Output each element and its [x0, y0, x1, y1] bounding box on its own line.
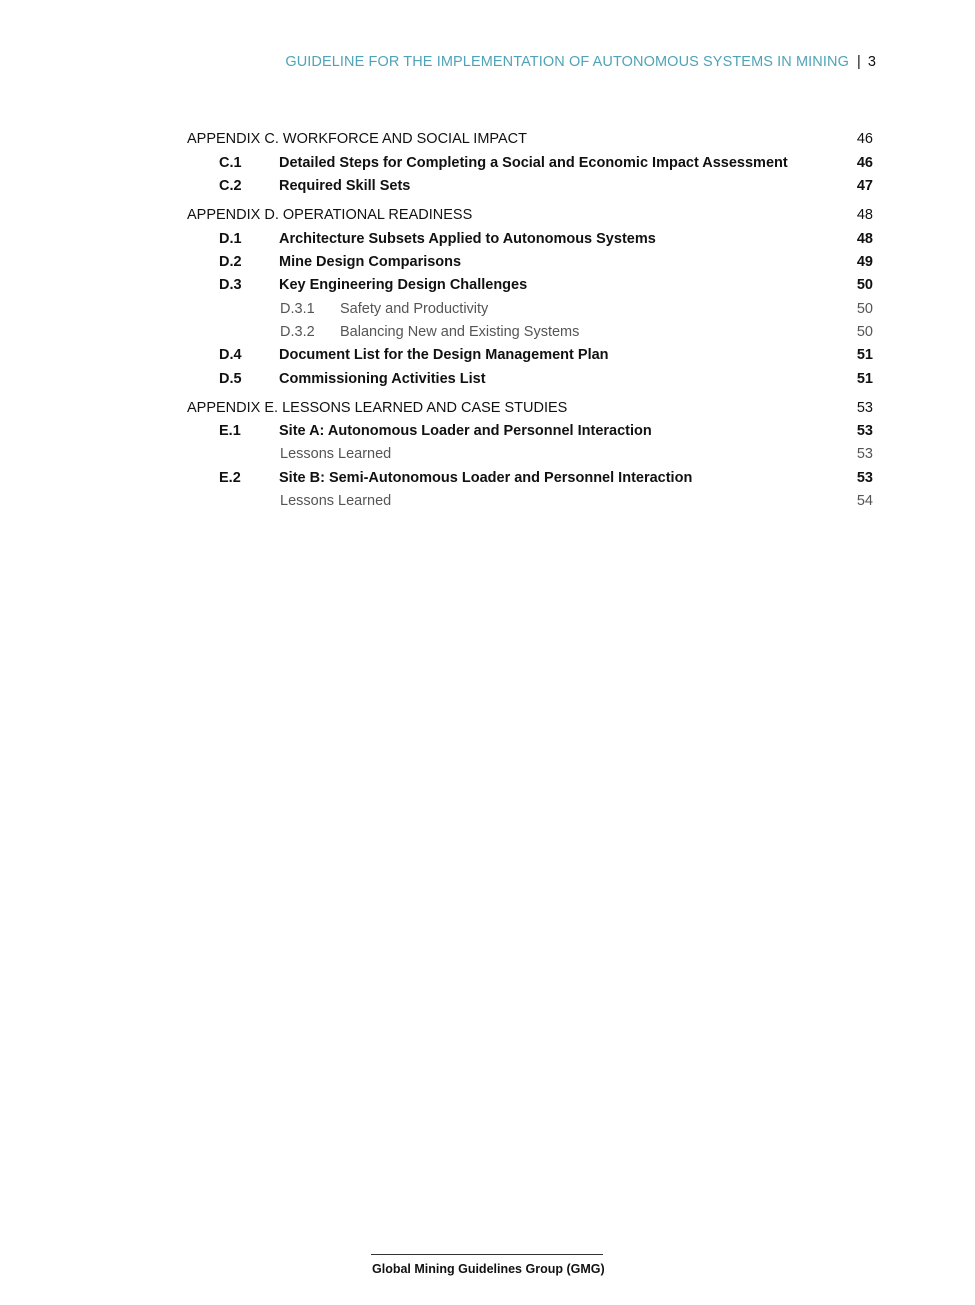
toc-entry-e1-lessons[interactable]: [0, 444, 975, 464]
toc-entry-page: 49: [856, 254, 873, 270]
toc-entry-title: Architecture Subsets Applied to Autonomous Systems: [279, 231, 656, 247]
toc-entry-number: D.3: [219, 277, 242, 293]
toc-entry-page: 50: [856, 301, 873, 317]
toc-entry-title: Key Engineering Design Challenges: [279, 277, 528, 293]
toc-entry-d2[interactable]: [0, 252, 975, 272]
toc-entry-page: 46: [856, 155, 873, 171]
toc-entry-number: C.2: [219, 178, 242, 194]
toc-entry-page: 54: [856, 493, 873, 509]
toc-entry-d3-1[interactable]: [0, 299, 975, 319]
toc-entry-title: APPENDIX E. LESSONS LEARNED AND CASE STUDIES: [187, 400, 568, 416]
toc-entry-number: D.5: [219, 371, 242, 387]
toc-entry-title: Lessons Learned: [280, 446, 392, 462]
toc-entry-page: 53: [856, 446, 873, 462]
toc-entry-title: Document List for the Design Management Plan: [279, 347, 609, 363]
toc-entry-page: 48: [856, 231, 873, 247]
toc-entry-title: APPENDIX C. WORKFORCE AND SOCIAL IMPACT: [187, 131, 527, 147]
toc-entry-page: 53: [856, 470, 873, 486]
toc-entry-number: D.1: [219, 231, 242, 247]
toc-entry-page: 51: [856, 347, 873, 363]
toc-entry-title: Site A: Autonomous Loader and Personnel Interaction: [279, 423, 652, 439]
toc-entry-number: D.3.1: [280, 301, 315, 317]
toc-entry-title: Required Skill Sets: [279, 178, 411, 194]
toc-entry-page: 48: [856, 207, 873, 223]
toc-entry-d3[interactable]: [0, 275, 975, 295]
toc-entry-page: 51: [856, 371, 873, 387]
toc-entry-page: 53: [856, 400, 873, 416]
toc-entry-page: 50: [856, 277, 873, 293]
toc-entry-title: Commissioning Activities List: [279, 371, 486, 387]
toc-entry-title: Site B: Semi-Autonomous Loader and Personnel Interaction: [279, 470, 693, 486]
page-number: 3: [867, 54, 876, 70]
toc-entry-number: E.1: [219, 423, 241, 439]
toc-entry-d4[interactable]: [0, 345, 975, 365]
toc-entry-title: Safety and Productivity: [340, 301, 489, 317]
toc-entry-d3-2[interactable]: [0, 322, 975, 342]
toc-entry-e2-lessons[interactable]: [0, 491, 975, 511]
toc-entry-title: Lessons Learned: [280, 493, 392, 509]
toc-entry-page: 50: [856, 324, 873, 340]
toc-entry-c2[interactable]: [0, 176, 975, 196]
toc-entry-title: APPENDIX D. OPERATIONAL READINESS: [187, 207, 473, 223]
toc-entry-number: C.1: [219, 155, 242, 171]
toc-entry-e1[interactable]: [0, 421, 975, 441]
header-separator: |: [856, 54, 861, 70]
toc-entry-number: E.2: [219, 470, 241, 486]
toc-entry-appendix-c[interactable]: [187, 129, 527, 149]
document-title: GUIDELINE FOR THE IMPLEMENTATION OF AUTONOMOUS SYSTEMS IN MINING: [285, 54, 849, 70]
toc-entry-d5[interactable]: [0, 369, 975, 389]
toc-entry-appendix-d[interactable]: [187, 205, 472, 225]
toc-entry-appendix-e[interactable]: [187, 398, 567, 418]
footer-divider: [371, 1254, 603, 1255]
toc-entry-c1[interactable]: [0, 153, 975, 173]
toc-entry-d1[interactable]: [0, 229, 975, 249]
toc-entry-e2[interactable]: [0, 468, 975, 488]
toc-entry-title: Detailed Steps for Completing a Social and Economic Impact Assessment: [279, 155, 788, 171]
toc-entry-page: 47: [856, 178, 873, 194]
toc-entry-number: D.3.2: [280, 324, 315, 340]
toc-entry-title: Mine Design Comparisons: [279, 254, 462, 270]
toc-entry-page: 46: [856, 131, 873, 147]
footer-organization: Global Mining Guidelines Group (GMG): [372, 1262, 605, 1276]
toc-entry-number: D.2: [219, 254, 242, 270]
toc-entry-title: Balancing New and Existing Systems: [340, 324, 580, 340]
toc-entry-page: 53: [856, 423, 873, 439]
toc-entry-number: D.4: [219, 347, 242, 363]
